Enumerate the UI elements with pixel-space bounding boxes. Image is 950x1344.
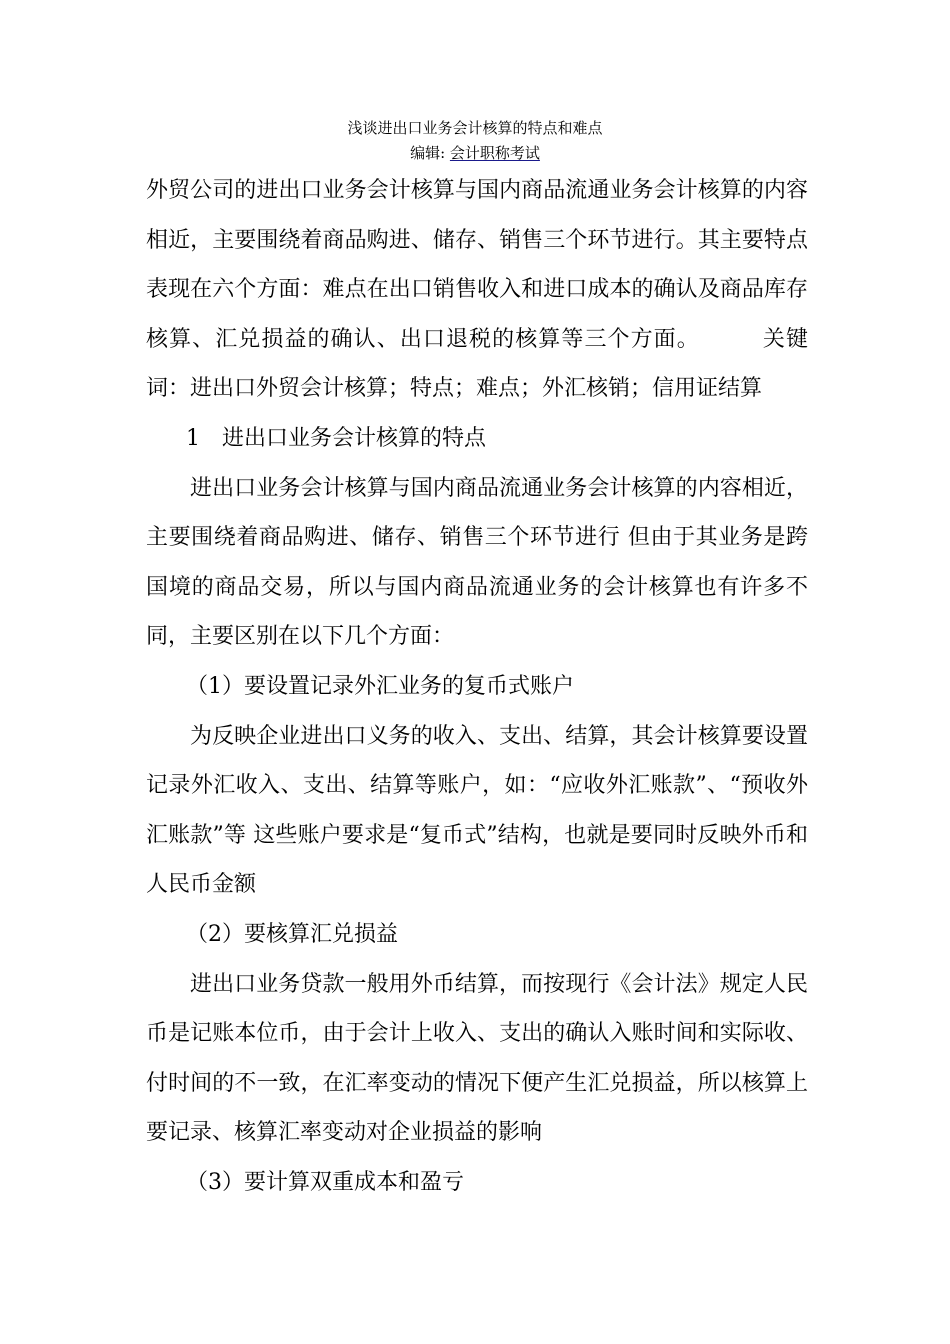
item3-heading: （3）要计算双重成本和盈亏	[186, 1169, 464, 1195]
section1-heading: 1 进出口业务会计核算的特点	[186, 425, 486, 451]
keywords-text: 关键词：进出口外贸会计核算；特点；难点；外汇核销；信用证结算	[146, 326, 808, 402]
item1-body: 为反映企业进出口义务的收入、支出、结算，其会计核算要设置记录外汇收入、支出、结算等账户，如：“应收外汇账款”、“预收外汇账款”等 这些账户要求是“复币式”结构，也就是要同时反映外币和人民币金额	[146, 723, 808, 898]
section1-intro: 进出口业务会计核算与国内商品流通业务会计核算的内容相近，主要围绕着商品购进、储存、销售三个环节进行 但由于其业务是跨国境的商品交易，所以与国内商品流通业务的会计核算也有许多不同，主要区别在以下几个方面：	[146, 475, 808, 650]
abstract-text: 外贸公司的进出口业务会计核算与国内商品流通业务会计核算的内容相近，主要围绕着商品购进、储存、销售三个环节进行。其主要特点表现在六个方面：难点在出口销售收入和进口成本的确认及商品库存核算、汇兑损益的确认、出口退税的核算等三个方面。	[146, 178, 808, 352]
document-body	[146, 166, 808, 1207]
item2-body: 进出口业务贷款一般用外币结算，而按现行《会计法》规定人民币是记账本位币，由于会计上收入、支出的确认入账时间和实际收、付时间的不一致，在汇率变动的情况下便产生汇兑损益，所以核算上要记录、核算汇率变动对企业损益的影响	[146, 971, 808, 1146]
abstract-paragraph	[146, 166, 808, 414]
document-title: 浅谈进出口业务会计核算的特点和难点	[347, 119, 603, 137]
editor-link[interactable]: 会计职称考试	[449, 144, 540, 162]
item2-heading: （2）要核算汇兑损益	[186, 921, 398, 947]
editor-label: 编辑:	[410, 144, 450, 162]
item1-heading: （1）要设置记录外汇业务的复币式账户	[186, 673, 574, 699]
editor-line	[0, 143, 950, 163]
